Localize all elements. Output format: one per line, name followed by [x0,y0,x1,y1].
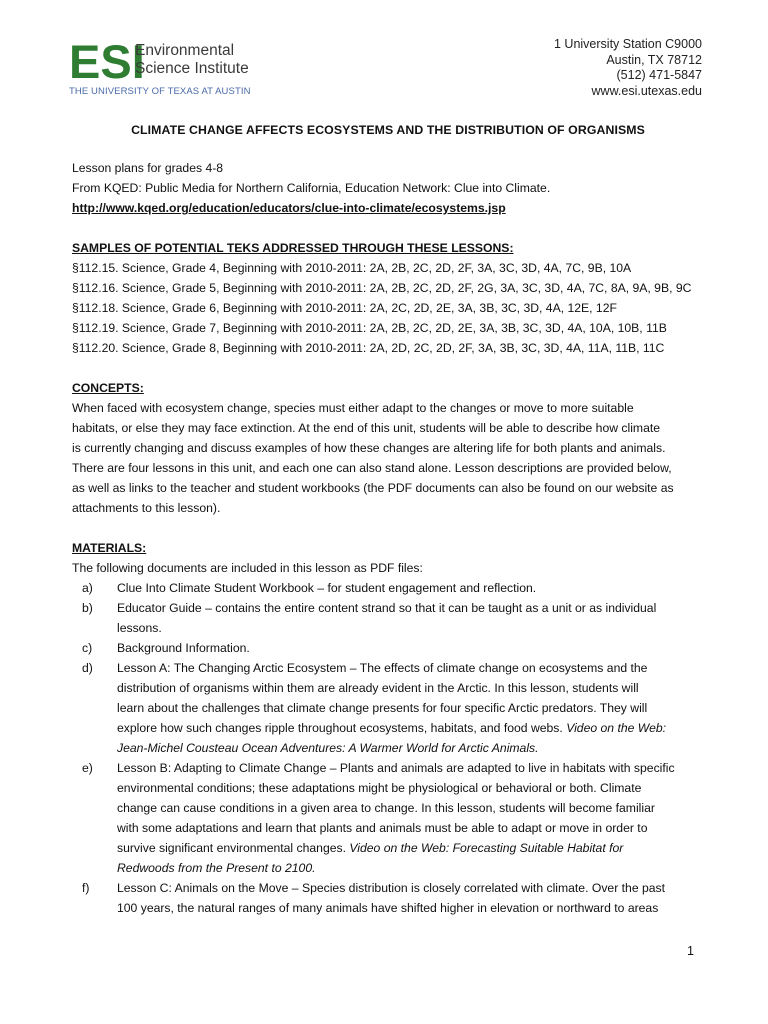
document-title: CLIMATE CHANGE AFFECTS ECOSYSTEMS AND THE DISTRIBUTION OF ORGANISMS [131,123,645,137]
concepts-line: as well as links to the teacher and student workbooks (the PDF documents can also be found on our website as [72,481,674,495]
concepts-line: is currently changing and discuss examples of how these changes are altering life for both plants and animals. [72,441,666,455]
video-reference: Redwoods from the Present to 2100. [117,861,316,875]
item-line: Background Information. [117,641,250,655]
item-line: Lesson A: The Changing Arctic Ecosystem – The effects of climate change on ecosystems and the [117,661,648,675]
concepts-line: When faced with ecosystem change, species must either adapt to the changes or move to more suitable [72,401,634,415]
materials-intro: The following documents are included in this lesson as PDF files: [72,561,423,575]
materials-item [72,578,704,598]
teks-line: §112.15. Science, Grade 4, Beginning with 2010-2011: 2A, 2B, 2C, 2D, 2F, 3A, 3C, 3D, 4A, 7C, 9B, 10A [72,261,632,275]
item-line: explore how such changes ripple throughout ecosystems, habitats, and food webs. Video on the Web: [117,721,667,735]
concepts-line: habitats, or else they may face extinction. At the end of this unit, students will be able to describe how climate [72,421,661,435]
video-reference: Jean-Michel Cousteau Ocean Adventures: A Warmer World for Arctic Animals. [117,741,539,755]
org-name [135,42,249,78]
item-line: change can cause conditions in a given area to change. In this lesson, students will become familiar [117,801,655,815]
document-body [72,120,704,918]
teks-line: §112.18. Science, Grade 6, Beginning with 2010-2011: 2A, 2C, 2D, 2E, 3A, 3B, 3C, 3D, 4A, 12E, 12F [72,301,617,315]
letterhead [0,0,768,110]
list-marker: b) [82,601,93,615]
address-line: Austin, TX 78712 [606,52,702,67]
item-line: 100 years, the natural ranges of many animals have shifted higher in elevation or northward to areas [117,901,659,915]
list-marker: a) [82,581,93,595]
item-line [117,858,704,878]
item-line: environmental conditions; these adaptations might be physiological or behavioral or both. Climate [117,781,642,795]
item-line: Lesson B: Adapting to Climate Change – Plants and animals are adapted to live in habitats with specific [117,761,675,775]
item-line: Clue Into Climate Student Workbook – for student engagement and reflection. [117,581,537,595]
materials-item [72,878,704,918]
materials-item [72,758,704,878]
item-line: distribution of organisms within them are already evident in the Arctic. In this lesson, students will [117,681,639,695]
teks-line: §112.20. Science, Grade 8, Beginning with 2010-2011: 2A, 2D, 2C, 2D, 2F, 3A, 3B, 3C, 3D, 4A, 11A, 11B, 11C [72,341,665,355]
item-line: Educator Guide – contains the entire content strand so that it can be taught as a unit or as individual [117,601,657,615]
address-block [554,37,702,99]
item-line [117,738,704,758]
list-marker: c) [82,641,93,655]
item-line: survive significant environmental changes. Video on the Web: Forecasting Suitable Habitat for [117,841,624,855]
materials-item [72,638,704,658]
kqed-link[interactable]: http://www.kqed.org/education/educators/clue-into-climate/ecosystems.jsp [72,201,506,215]
list-marker: f) [82,881,90,895]
materials-heading: MATERIALS: [72,541,147,555]
page-number: 1 [687,944,694,958]
org-name-line2: Science Institute [135,60,249,77]
list-marker: e) [82,761,93,775]
intro-line: From KQED: Public Media for Northern California, Education Network: Clue into Climate. [72,181,551,195]
university-name: THE UNIVERSITY OF TEXAS AT AUSTIN [69,86,251,97]
item-line: lessons. [117,621,162,635]
materials-item [72,658,704,758]
item-line: with some adaptations and learn that plants and animals must be able to adapt or move in order to [117,821,648,835]
video-reference: Video on the Web: Forecasting Suitable Habitat for [349,841,624,855]
concepts-line: attachments to this lesson). [72,501,221,515]
item-line: learn about the challenges that climate change presents for four specific Arctic predators. They will [117,701,648,715]
intro-line: Lesson plans for grades 4-8 [72,161,224,175]
esi-logo-mark [69,35,145,88]
phone-number: (512) 471-5847 [616,68,702,83]
video-reference: Video on the Web: [566,721,667,735]
item-line: Lesson C: Animals on the Move – Species distribution is closely correlated with climate. Over the past [117,881,666,895]
esi-logo-letters: ESI [69,35,145,88]
teks-line: §112.19. Science, Grade 7, Beginning with 2010-2011: 2A, 2B, 2C, 2D, 2E, 3A, 3B, 3C, 3D, 4A, 10A, 10B, 11B [72,321,667,335]
teks-heading: SAMPLES OF POTENTIAL TEKS ADDRESSED THROUGH THESE LESSONS: [72,241,514,255]
teks-line: §112.16. Science, Grade 5, Beginning with 2010-2011: 2A, 2B, 2C, 2D, 2F, 2G, 3A, 3C, 3D, 4A, 7C, 8A, 9A, 9B, 9C [72,281,692,295]
org-name-line1: Environmental [135,42,235,59]
list-marker: d) [82,661,93,675]
materials-item [72,598,704,638]
esi-logo [69,36,269,98]
website[interactable]: www.esi.utexas.edu [591,83,702,98]
concepts-heading: CONCEPTS: [72,381,144,395]
concepts-line: There are four lessons in this unit, and each one can also stand alone. Lesson descriptions are provided below, [72,461,672,475]
address-line: 1 University Station C9000 [554,37,702,51]
